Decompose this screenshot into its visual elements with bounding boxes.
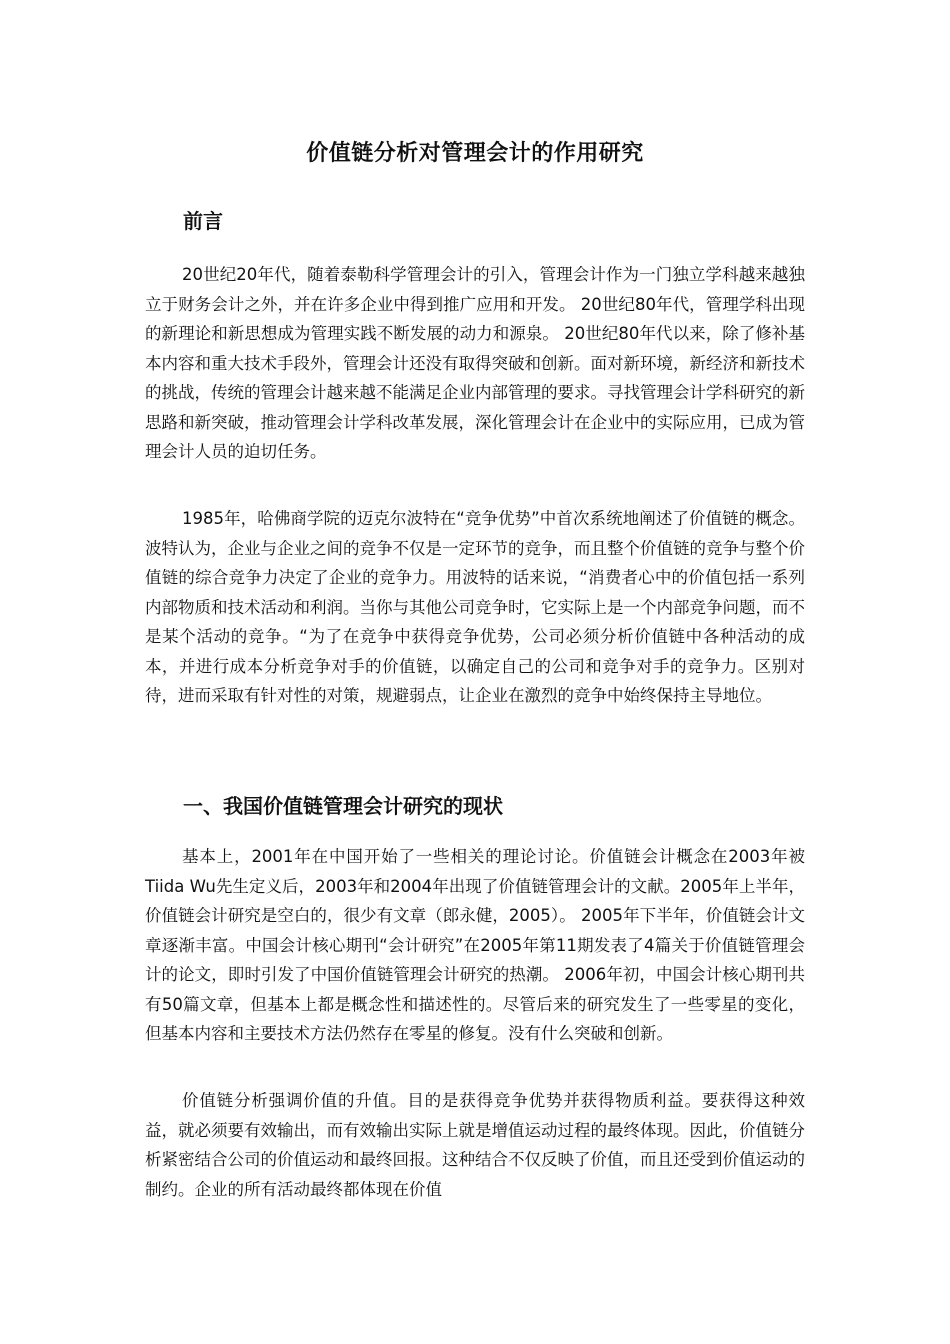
paragraph-status-2: 价值链分析强调价值的升值。目的是获得竞争优势并获得物质利益。要获得这种效益，就必须要有效输出，而有效输出实际上就是增值运动过程的最终体现。因此，价值链分析紧密结合公司的价值运动和最终回报。这种结合不仅反映了价值，而且还受到价值运动的制约。企业的所有活动最终都体现在价值 <box>145 1091 805 1199</box>
paragraph-preface-1: 20世纪20年代，随着泰勒科学管理会计的引入，管理会计作为一门独立学科越来越独立于财务会计之外，并在许多企业中得到推广应用和开发。 20世纪80年代，管理学科出现的新理论和新思想成为管理实践不断发展的动力和源泉。 20世纪80年代以来，除了修补基本内容和重大技术手段外，管理会计还没有取得突破和创新。面对新环境，新经济和新技术的挑战，传统的管理会计越来越不能满足企业内部管理的要求。寻找管理会计学科研究的新思路和新突破，推动管理会计学科改革发展，深化管理会计在企业中的实际应用，已成为管理会计人员的迫切任务。 <box>145 265 805 461</box>
section-heading-status: 一、我国价值链管理会计研究的现状 <box>183 794 503 818</box>
section-heading-preface: 前言 <box>183 209 223 233</box>
document-title: 价值链分析对管理会计的作用研究 <box>306 141 644 166</box>
paragraph-preface-2: 1985年，哈佛商学院的迈克尔波特在“竞争优势”中首次系统地阐述了价值链的概念。波特认为，企业与企业之间的竞争不仅是一定环节的竞争，而且整个价值链的竞争与整个价值链的综合竞争力决定了企业的竞争力。用波特的话来说，“消费者心中的价值包括一系列内部物质和技术活动和利润。当你与其他公司竞争时，它实际上是一个内部竞争问题，而不是某个活动的竞争。“为了在竞争中获得竞争优势，公司必须分析价值链中各种活动的成本，并进行成本分析竞争对手的价值链，以确定自己的公司和竞争对手的竞争力。区别对待，进而采取有针对性的对策，规避弱点，让企业在激烈的竞争中始终保持主导地位。 <box>145 509 805 705</box>
paragraph-status-1: 基本上，2001年在中国开始了一些相关的理论讨论。价值链会计概念在2003年被Tiida Wu先生定义后，2003年和2004年出现了价值链管理会计的文献。2005年上半年，价值链会计研究是空白的，很少有文章（郎永健，2005）。 2005年下半年，价值链会计文章逐渐丰富。中国会计核心期刊“会计研究”在2005年第11期发表了4篇关于价值链管理会计的论文，即时引发了中国价值链管理会计研究的热潮。 2006年初，中国会计核心期刊共有50篇文章，但基本上都是概念性和描述性的。尽管后来的研究发生了一些零星的变化，但基本内容和主要技术方法仍然存在零星的修复。没有什么突破和创新。 <box>145 847 805 1043</box>
